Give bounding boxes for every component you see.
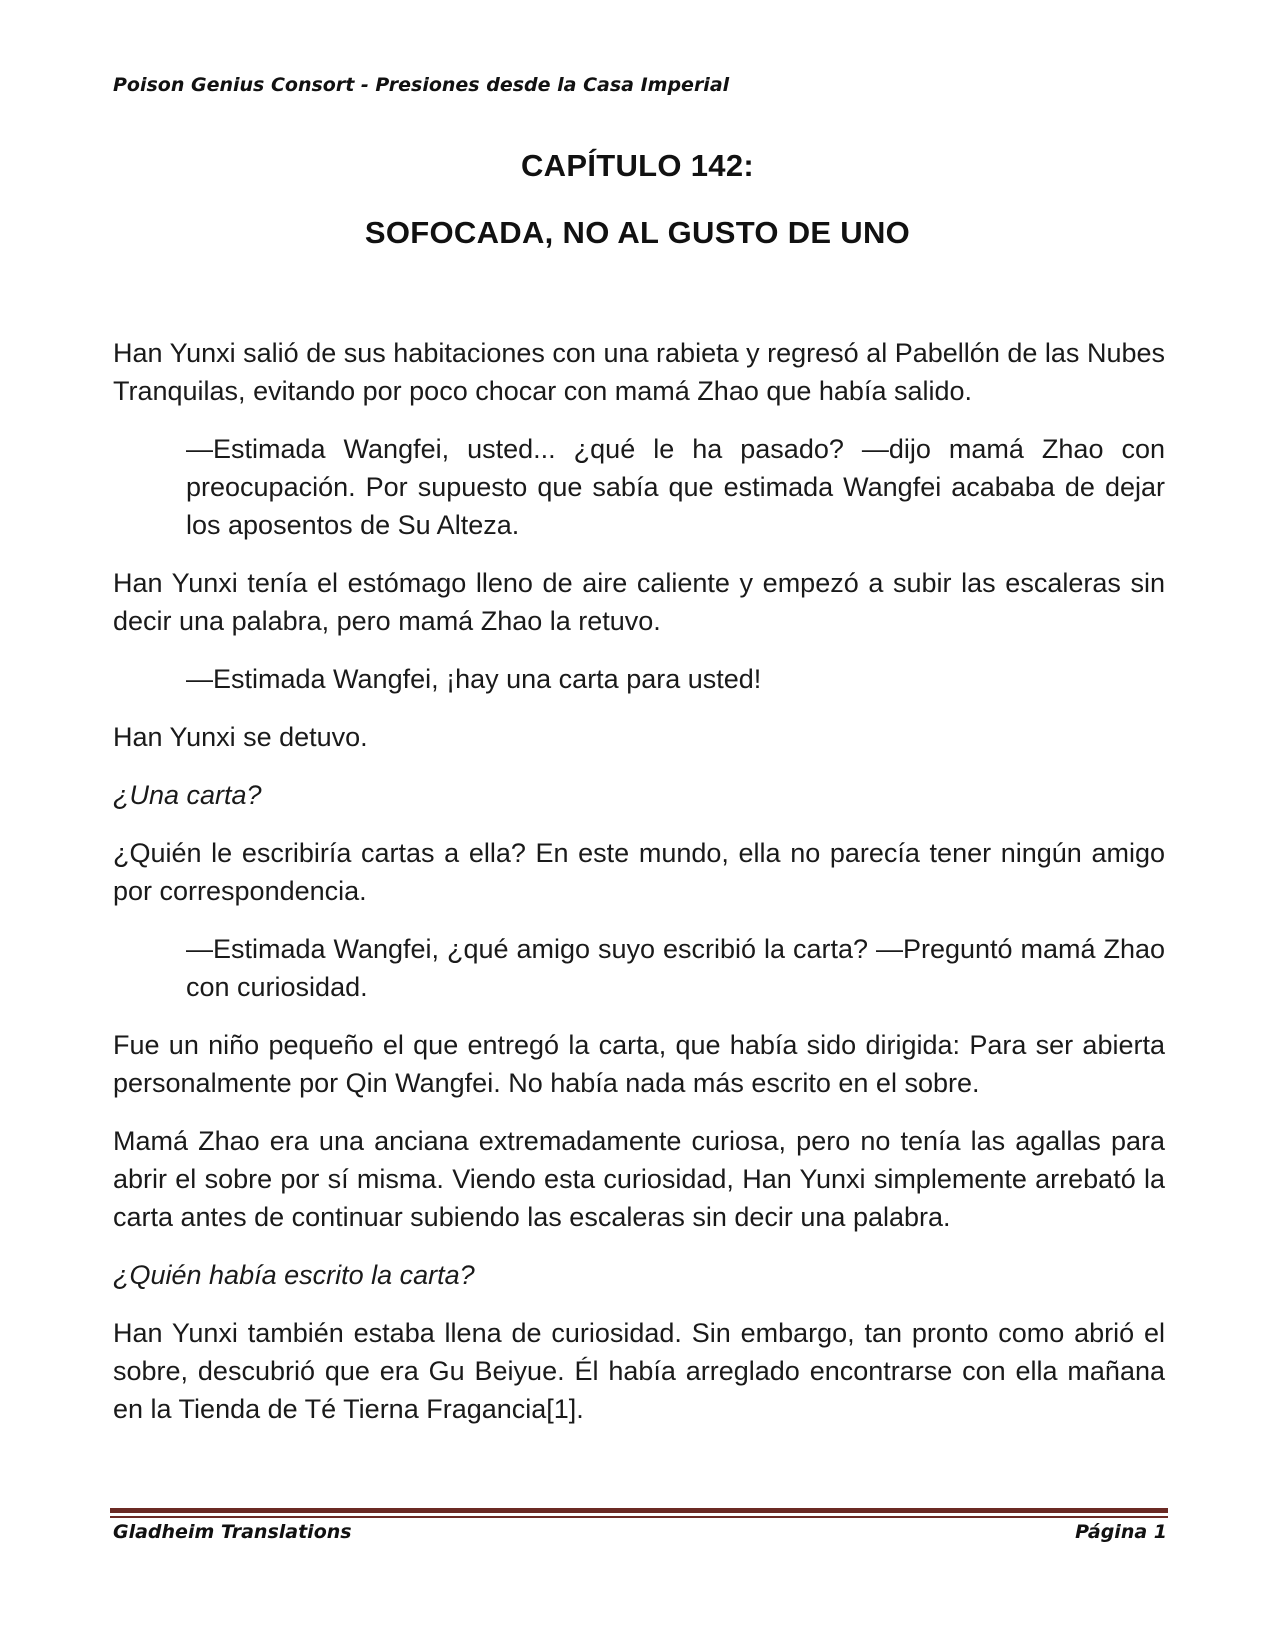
chapter-number: CAPÍTULO 142: — [521, 148, 754, 183]
paragraph: Han Yunxi se detuvo. — [113, 722, 368, 752]
chapter-title: SOFOCADA, NO AL GUSTO DE UNO — [364, 215, 911, 250]
footer-rule-thick — [110, 1508, 1168, 1513]
dialogue-paragraph: —Estimada Wangfei, usted... ¿qué le ha pasado? —dijo mamá Zhao con preocupación. Por supuesto que sabía que estimada Wangfei acababa de dejar los aposentos de Su Alteza. — [186, 434, 1165, 540]
paragraph: Han Yunxi también estaba llena de curiosidad. Sin embargo, tan pronto como abrió el sobre, descubrió que era Gu Beiyue. Él había arreglado encontrarse con ella mañana en la Tienda de Té Tierna Fragancia[1]. — [113, 1318, 1165, 1424]
chapter-title-block — [0, 148, 1275, 251]
footer-rule-thin — [110, 1516, 1168, 1518]
footer-rule — [110, 1508, 1168, 1518]
dialogue-paragraph: —Estimada Wangfei, ¿qué amigo suyo escribió la carta? —Preguntó mamá Zhao con curiosidad. — [186, 934, 1165, 1002]
paragraph: Fue un niño pequeño el que entregó la carta, que había sido dirigida: Para ser abierta personalmente por Qin Wangfei. No había nada más escrito en el sobre. — [113, 1030, 1165, 1098]
paragraph: Han Yunxi tenía el estómago lleno de aire caliente y empezó a subir las escaleras sin decir una palabra, pero mamá Zhao la retuvo. — [113, 568, 1165, 636]
paragraph: ¿Quién le escribiría cartas a ella? En este mundo, ella no parecía tener ningún amigo por correspondencia. — [113, 838, 1165, 906]
thought-paragraph: ¿Quién había escrito la carta? — [113, 1260, 475, 1290]
dialogue-paragraph: —Estimada Wangfei, ¡hay una carta para usted! — [186, 664, 762, 694]
footer-publisher: Gladheim Translations — [113, 1521, 352, 1543]
footer-page-number: Página 1 — [1075, 1521, 1167, 1543]
thought-paragraph: ¿Una carta? — [113, 780, 262, 810]
paragraph: Mamá Zhao era una anciana extremadamente curiosa, pero no tenía las agallas para abrir el sobre por sí misma. Viendo esta curiosidad, Han Yunxi simplemente arrebató la carta antes de continuar subiendo las escaleras sin decir una palabra. — [113, 1126, 1165, 1232]
paragraph: Han Yunxi salió de sus habitaciones con una rabieta y regresó al Pabellón de las Nubes Tranquilas, evitando por poco chocar con mamá Zhao que había salido. — [113, 338, 1165, 406]
body-text — [113, 334, 1165, 1448]
running-header: Poison Genius Consort - Presiones desde la Casa Imperial — [113, 74, 730, 96]
